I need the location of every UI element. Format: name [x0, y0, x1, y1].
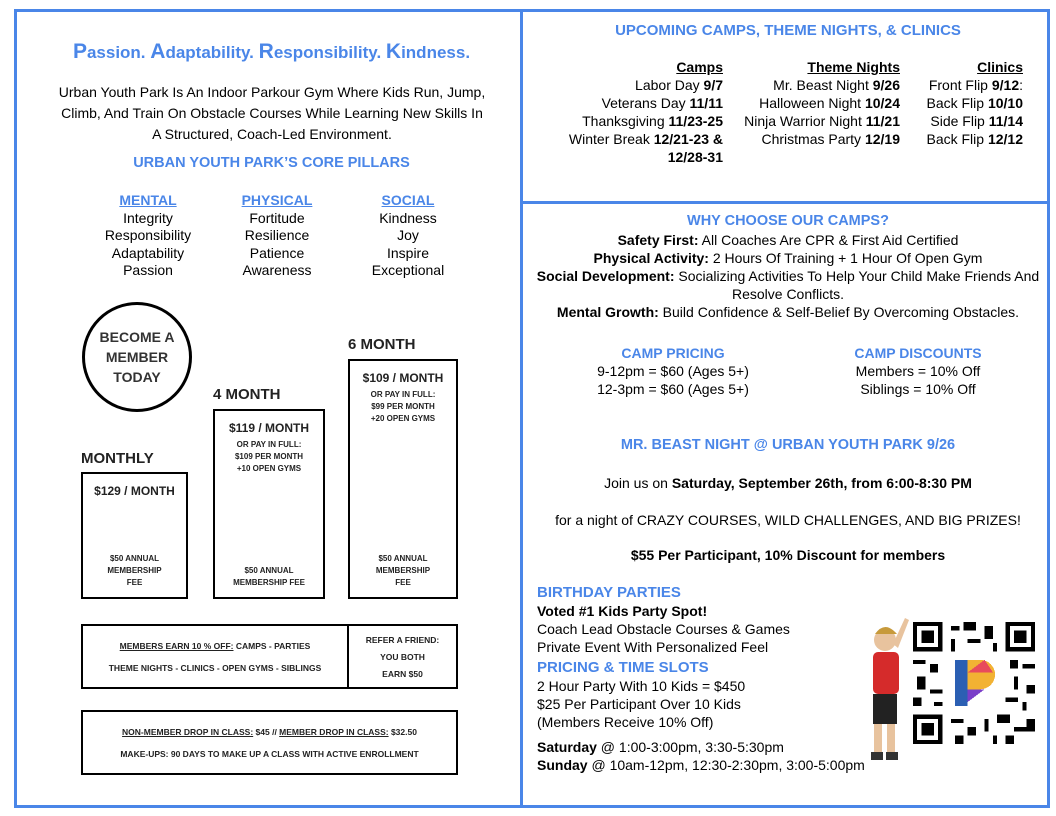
mr-beast-join — [523, 474, 1053, 492]
refer-line: REFER A FRIEND: — [365, 634, 440, 645]
pillar-item: Passion — [123, 262, 173, 278]
clinic-name: Front Flip — [928, 77, 992, 93]
camps-column — [553, 58, 723, 166]
theme-night-date: 12/19 — [864, 131, 900, 147]
why-label: Social Development: — [536, 268, 675, 284]
tagline-cap: R — [258, 40, 274, 63]
theme-night-date: 10/24 — [864, 95, 900, 111]
plan-card-6-month — [348, 359, 458, 599]
camp-pricing — [568, 344, 778, 398]
camp-name: Labor Day — [635, 77, 704, 93]
pillar-item: Awareness — [242, 262, 312, 278]
camp-pricing-title: CAMP PRICING — [621, 345, 725, 361]
members-earn-text: CAMPS - PARTIES — [233, 640, 311, 651]
camp-date: 12/28-31 — [667, 149, 723, 165]
sunday-times: @ 10am-12pm, 12:30-2:30pm, 3:00-5:00pm — [587, 757, 865, 773]
camp-item — [553, 94, 723, 112]
mr-beast-description: for a night of CRAZY COURSES, WILD CHALLENGES, AND BIG PRIZES! — [555, 512, 1021, 528]
theme-night-name: Halloween Night — [759, 95, 865, 111]
plan-fee: $50 ANNUAL MEMBERSHIP FEE — [107, 554, 162, 587]
why-label: Physical Activity: — [593, 250, 709, 266]
plan-fee: $50 ANNUAL MEMBERSHIP FEE — [375, 554, 431, 587]
tagline-word: indness. — [401, 43, 471, 62]
camp-date: 11/11 — [689, 95, 723, 111]
member-drop-in-label: MEMBER DROP IN CLASS: — [279, 726, 389, 737]
birthday-line: Coach Lead Obstacle Courses & Games — [537, 621, 790, 637]
camp-discount-item: Siblings = 10% Off — [860, 381, 976, 397]
refer-friend-section — [349, 626, 456, 687]
clinic-date: 9/12 — [991, 77, 1020, 93]
birthday-voted: Voted #1 Kids Party Spot! — [537, 603, 708, 619]
camp-item — [553, 112, 723, 130]
member-benefits-box — [81, 624, 458, 689]
clinic-suffix: : — [1019, 77, 1023, 93]
saturday-label: Saturday — [537, 739, 597, 755]
camp-name: Thanksgiving — [582, 113, 669, 129]
theme-night-date: 11/21 — [865, 113, 900, 129]
theme-night-item — [728, 76, 900, 94]
camp-item — [553, 148, 723, 166]
camp-discounts-title: CAMP DISCOUNTS — [854, 345, 982, 361]
birthday-pricing-line: $25 Per Participant Over 10 Kids — [537, 696, 741, 712]
mr-beast-join-date: Saturday, September 26th, from 6:00-8:30 PM — [671, 475, 972, 491]
tagline — [17, 40, 526, 64]
plan-note: OR PAY IN FULL: $109 PER MONTH +10 OPEN GYMS — [234, 440, 304, 473]
plan-price: $109 / MONTH — [362, 371, 444, 385]
clinic-item — [913, 112, 1023, 130]
pillar-item: Fortitude — [249, 209, 305, 226]
birthday-pricing-title: PRICING & TIME SLOTS — [537, 659, 709, 676]
non-member-drop-in-label: NON-MEMBER DROP IN CLASS: — [122, 726, 254, 737]
plan-fee: $50 ANNUAL MEMBERSHIP FEE — [233, 566, 305, 587]
why-item — [533, 267, 1043, 303]
why-text: All Coaches Are CPR & First Aid Certified — [698, 232, 959, 248]
drop-in-line — [122, 727, 417, 737]
sunday-slots — [537, 756, 867, 774]
theme-night-item — [728, 94, 900, 112]
plan-price: $129 / MONTH — [94, 484, 175, 498]
pillar-item: Joy — [397, 227, 419, 243]
tagline-cap: A — [150, 40, 166, 63]
clinic-item — [913, 130, 1023, 148]
pillar-heading: SOCIAL — [381, 192, 435, 208]
tagline-word: daptability. — [165, 43, 259, 62]
pillar-item: Adaptability — [111, 244, 185, 261]
plan-heading-monthly: MONTHLY — [81, 450, 154, 467]
pillar-item: Integrity — [123, 209, 173, 226]
pillar-social — [333, 192, 483, 280]
qr-code-icon — [913, 622, 1035, 744]
theme-night-item — [728, 112, 900, 130]
left-panel — [14, 9, 523, 808]
why-list — [533, 231, 1043, 321]
tagline-cap: P — [72, 40, 87, 63]
why-item — [533, 249, 1043, 267]
pillar-heading: MENTAL — [119, 192, 177, 208]
mr-beast-title: MR. BEAST NIGHT @ URBAN YOUTH PARK 9/26 — [620, 437, 956, 453]
camp-date: 9/7 — [703, 77, 723, 93]
saturday-slots — [537, 738, 867, 756]
pillars-title: URBAN YOUTH PARK’S CORE PILLARS — [133, 155, 410, 171]
tagline-word: assion. — [86, 43, 151, 62]
pillar-mental — [73, 192, 223, 280]
clinic-item — [913, 94, 1023, 112]
plan-heading-6-month: 6 MONTH — [348, 336, 416, 353]
mr-beast-join-text: Join us on — [604, 475, 672, 491]
why-item — [533, 303, 1043, 321]
birthday-pricing-line: 2 Hour Party With 10 Kids = $450 — [537, 678, 746, 694]
why-label: Safety First: — [617, 232, 699, 248]
why-title: WHY CHOOSE OUR CAMPS? — [687, 213, 889, 229]
plan-card-monthly — [81, 472, 188, 599]
child-photo — [853, 614, 913, 764]
plan-price: $119 / MONTH — [228, 421, 310, 435]
clinic-name: Back Flip — [926, 131, 988, 147]
birthday-title: BIRTHDAY PARTIES — [537, 584, 681, 601]
plan-heading-4-month: 4 MONTH — [213, 386, 281, 403]
pillar-item: Responsibility — [104, 227, 192, 243]
saturday-times: @ 1:00-3:00pm, 3:30-5:30pm — [596, 739, 784, 755]
intro-text: Urban Youth Park Is An Indoor Parkour Gym Where Kids Run, Jump, Climb, And Train On Obstacle Courses While Learning New Skills In A Structured, Coach-Led Environment. — [58, 84, 486, 142]
pillar-item: Resilience — [244, 227, 310, 243]
camp-item — [553, 130, 723, 148]
refer-line: YOU BOTH — [380, 651, 425, 662]
members-earn-line2: THEME NIGHTS - CLINICS - OPEN GYMS - SIBLINGS — [108, 662, 322, 673]
drop-in-box — [81, 710, 458, 775]
makeups-line: MAKE-UPS: 90 DAYS TO MAKE UP A CLASS WITH ACTIVE ENROLLMENT — [120, 748, 419, 759]
why-label: Mental Growth: — [556, 304, 659, 320]
pillar-item: Inspire — [386, 244, 430, 261]
birthday-pricing-line: (Members Receive 10% Off) — [537, 714, 714, 730]
pillar-heading: PHYSICAL — [241, 192, 313, 208]
theme-night-name: Ninja Warrior Night — [744, 113, 866, 129]
theme-night-date: 9/26 — [872, 77, 900, 93]
clinic-date: 10/10 — [987, 95, 1023, 111]
logo-icon — [951, 656, 997, 711]
birthday-section — [537, 584, 867, 774]
why-text: Socializing Activities To Help Your Child Make Friends And Resolve Conflicts. — [674, 268, 1040, 302]
pillar-item: Kindness — [379, 209, 437, 226]
plan-note: OR PAY IN FULL: $99 PER MONTH +20 OPEN GYMS — [370, 390, 436, 423]
sunday-label: Sunday — [537, 757, 588, 773]
why-item — [533, 231, 1043, 249]
camp-date: 12/21-23 & — [653, 131, 723, 147]
pillar-physical — [202, 192, 352, 280]
why-text: Build Confidence & Self-Belief By Overcoming Obstacles. — [658, 304, 1020, 320]
camp-discount-item: Members = 10% Off — [855, 363, 981, 379]
clinic-date: 11/14 — [988, 113, 1023, 129]
upcoming-panel — [520, 9, 1050, 204]
become-member-text: BECOME A MEMBER TODAY — [99, 329, 175, 385]
non-member-drop-in-value: $45 // — [253, 726, 280, 737]
theme-nights-heading: Theme Nights — [807, 59, 900, 75]
theme-night-name: Christmas Party — [761, 131, 865, 147]
info-panel — [520, 201, 1050, 808]
pillar-item: Patience — [249, 244, 305, 261]
members-earn-section — [83, 626, 349, 687]
upcoming-title: UPCOMING CAMPS, THEME NIGHTS, & CLINICS — [615, 22, 961, 39]
camp-name: Veterans Day — [601, 95, 690, 111]
theme-nights-column — [728, 58, 900, 148]
theme-night-item — [728, 130, 900, 148]
camp-date: 11/23-25 — [668, 113, 723, 129]
camp-pricing-item: 9-12pm = $60 (Ages 5+) — [597, 363, 749, 379]
members-earn-label: MEMBERS EARN 10 % OFF: — [119, 640, 234, 651]
clinics-heading: Clinics — [977, 59, 1023, 75]
tagline-word: esponsibility. — [273, 43, 386, 62]
tagline-cap: K — [385, 40, 402, 63]
members-earn-line — [120, 641, 311, 651]
camp-item — [553, 76, 723, 94]
plan-card-4-month — [213, 409, 325, 599]
camp-discounts — [818, 344, 1018, 398]
clinic-name: Back Flip — [926, 95, 988, 111]
become-member-badge — [82, 302, 192, 412]
mr-beast-price: $55 Per Participant, 10% Discount for members — [630, 547, 946, 563]
camp-name: Winter Break — [568, 131, 654, 147]
qr-area — [873, 614, 1043, 764]
clinic-date: 12/12 — [987, 131, 1023, 147]
camp-pricing-item: 12-3pm = $60 (Ages 5+) — [597, 381, 749, 397]
why-text: 2 Hours Of Training + 1 Hour Of Open Gym — [708, 250, 983, 266]
member-drop-in-value: $32.50 — [388, 726, 417, 737]
theme-night-name: Mr. Beast Night — [773, 77, 873, 93]
camps-heading: Camps — [676, 59, 723, 75]
clinic-item — [913, 76, 1023, 94]
clinics-column — [913, 58, 1023, 148]
refer-line: EARN $50 — [382, 668, 423, 679]
pillar-item: Exceptional — [371, 262, 445, 278]
birthday-line: Private Event With Personalized Feel — [537, 639, 769, 655]
clinic-name: Side Flip — [930, 113, 989, 129]
